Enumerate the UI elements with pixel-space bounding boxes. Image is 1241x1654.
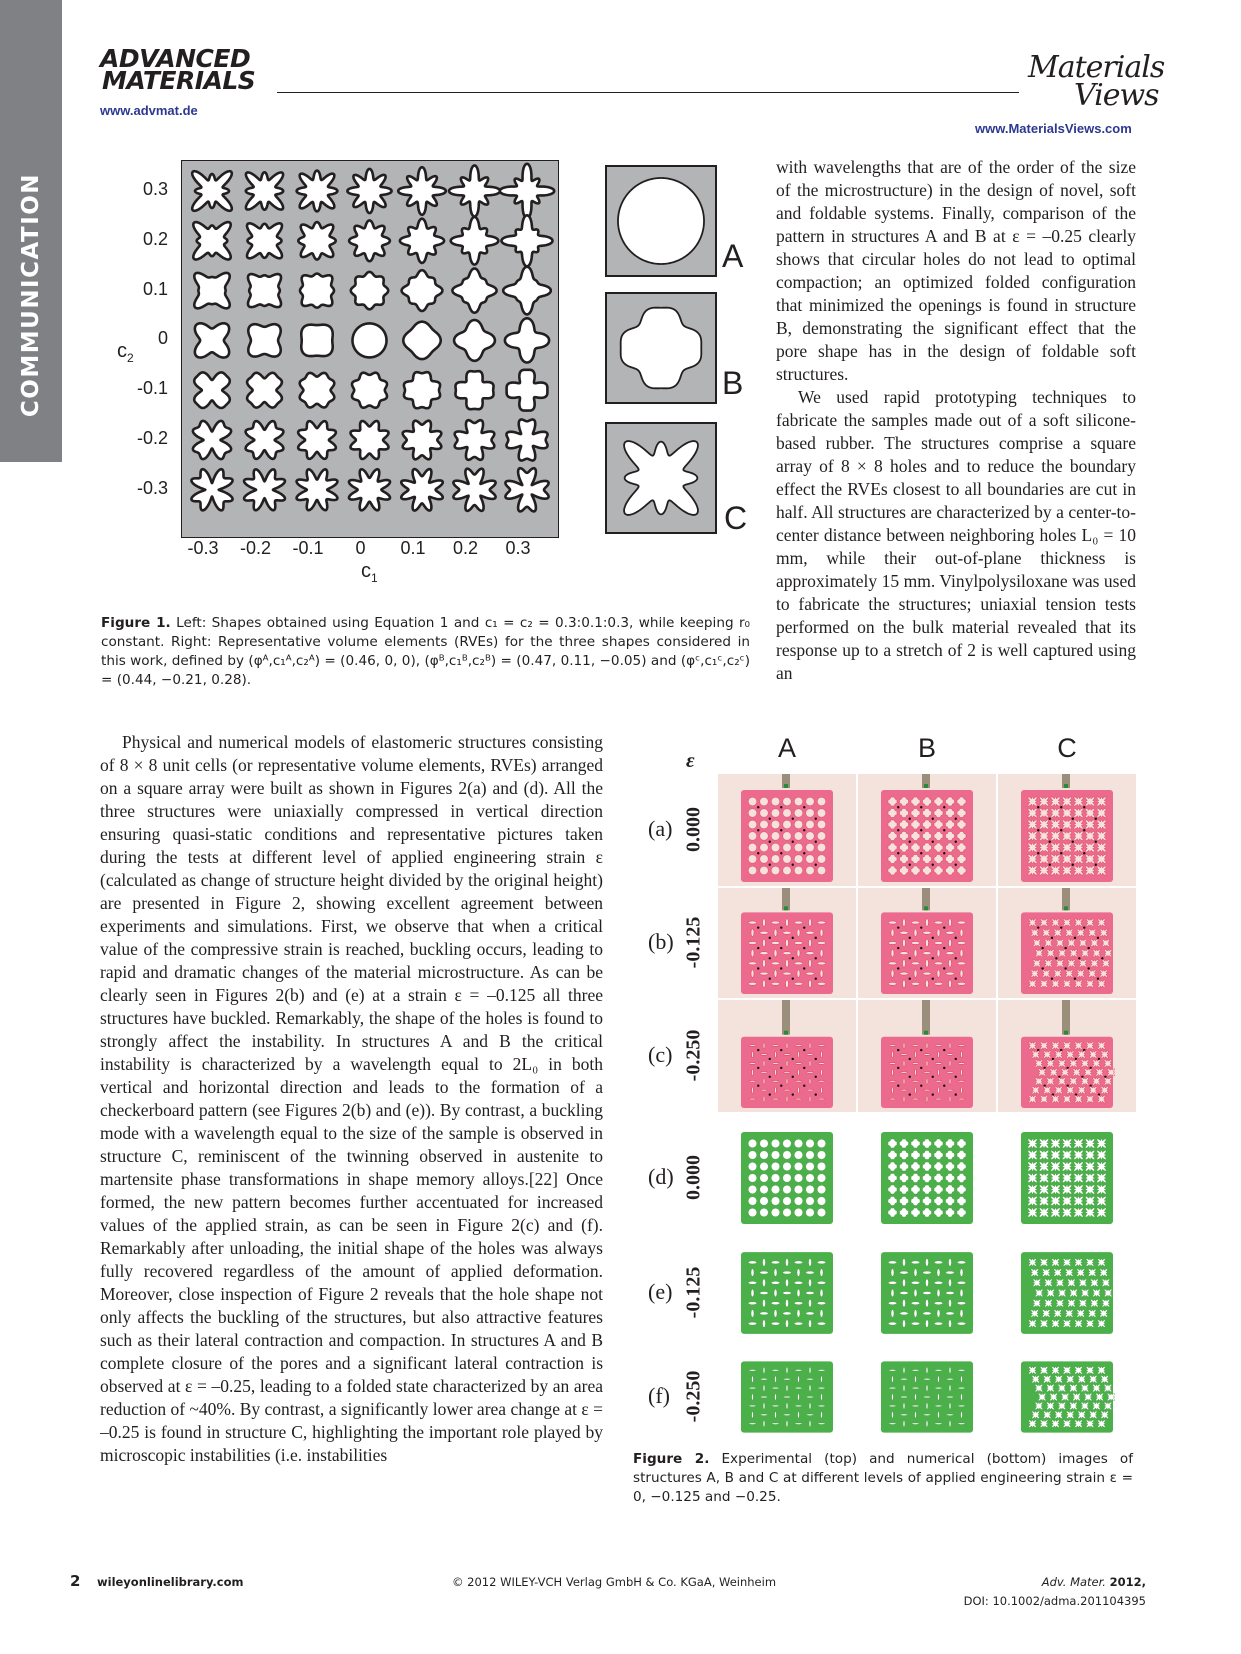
hole-shape — [403, 322, 440, 359]
experimental-panel-b — [858, 1000, 996, 1112]
hole-shape — [401, 469, 443, 511]
numerical-panel-a — [718, 1122, 856, 1234]
partner-logo-line1: Materials — [1028, 50, 1165, 85]
experimental-panel-a — [718, 774, 856, 886]
hole-shape — [246, 172, 283, 209]
figure2-caption-text: Experimental (top) and numerical (bottom) images of structures A, B and C at different levels of applied engineering strain ε = 0, −0.125 and −0.25. — [633, 1451, 1133, 1505]
shape-grid-svg — [182, 161, 557, 536]
panel-row-strain: -0.250 — [682, 1029, 705, 1082]
hole-shape — [453, 469, 495, 511]
hole-shape — [455, 420, 495, 460]
rve-c — [605, 422, 717, 534]
y-tick-label: -0.3 — [136, 477, 168, 498]
hole-shape — [300, 274, 334, 308]
rve-c-shape — [607, 424, 715, 532]
figure2-column-c: C — [1057, 733, 1077, 763]
hole-shape — [353, 323, 387, 357]
doi[interactable]: DOI: 10.1002/adma.201104395 — [963, 1594, 1146, 1608]
rve-a-shape — [607, 167, 715, 275]
x-tick-label: -0.1 — [292, 538, 324, 558]
hole-shape — [248, 274, 281, 307]
hole-shape — [194, 273, 229, 308]
figure2-caption — [633, 1450, 1133, 1507]
panel-row-tag: (d) — [648, 1164, 674, 1189]
hole-shape — [349, 220, 390, 261]
hole-shape — [505, 468, 548, 511]
x-tick-label: 0 — [355, 538, 366, 558]
journal-site-link[interactable]: www.advmat.de — [100, 103, 198, 118]
hole-shape — [247, 373, 282, 408]
numerical-panel-b — [858, 1347, 996, 1447]
panel-row-strain: 0.000 — [682, 1155, 705, 1200]
hole-shape — [248, 324, 280, 356]
hole-shape — [503, 267, 551, 315]
panel-row-strain: -0.125 — [682, 916, 705, 969]
partner-site-link[interactable]: www.MaterialsViews.com — [975, 121, 1132, 136]
experimental-panel-a — [718, 888, 856, 998]
hole-shape — [192, 171, 232, 211]
experimental-panel-c — [998, 774, 1136, 886]
hole-shape — [449, 166, 500, 217]
hole-shape — [195, 323, 229, 357]
panel-row-strain: 0.000 — [682, 807, 705, 852]
partner-logo — [1022, 50, 1165, 114]
hole-shape — [507, 370, 548, 411]
hole-shape — [506, 419, 547, 460]
experimental-panel-a — [718, 1000, 856, 1112]
hole-shape — [297, 469, 338, 510]
hole-shape — [193, 421, 231, 459]
numerical-panel-a — [718, 1243, 856, 1343]
hole-shape — [455, 371, 493, 409]
hole-shape — [352, 373, 387, 408]
numerical-panel-c — [998, 1243, 1136, 1343]
figure2-strain-symbol: ε — [686, 748, 695, 772]
header-divider — [277, 92, 1019, 93]
hole-shape — [301, 325, 332, 356]
hole-shape — [452, 269, 496, 313]
panel-row-tag: (b) — [648, 929, 674, 954]
paragraph: Physical and numerical models of elastomeric structures consisting of 8 × 8 unit cells (or representative volume elements, RVEs) arranged on a square array were built as shown in Figures 2(a) and (d). All the three structures were uniaxially compressed in vertical direction ensuring quasi-static conditions and representative pictures taken during the tests at different level of applied engineering strain ε (calculated as change of structure height divided by the original height) are presented in Figure 2, showing excellent agreement between experiments and simulations. First, we observe that when a critical value of the compressive strain is reached, buckling occurs, leading to rapid and dramatic changes of the material microstructure. As can be clearly seen in Figures 2(b) and (e) at a strain ε = –0.125 all three structures have buckled. Remarkably, the shape of the holes is found to strongly affect the instability. In structures A and B the critical instability is characterized by a wavelength equal to 2L₀ in both vertical and horizontal direction and leads to the formation of a checkerboard pattern (see Figures 2(b) and (e)). By contrast, a buckling mode with a wavelength equal to the size of the sample is observed in structure C, reminiscent of the twinning observed in austenite to martensite phase transformations in shape memory alloys.[22] Once formed, the new pattern becomes further accentuated for increased values of the applied strain, as can be seen in Figure 2(c) and (f). Remarkably after unloading, the initial shape of the holes was always fully recovered regardless of the amount of applied deformation. Moreover, close inspection of Figure 2 reveals that the hole shape not only affects the buckling of the structures, but also attractive features such as their lateral contraction and compaction. In structures A and B complete closure of the pores and a significant lateral contraction is observed at ε = –0.25, leading to a folded state characterized by an area reduction of ~40%. By contrast, a significantly lower area change at ε = –0.25 is found in structure C, highlighting the important role played by microscopic instabilities (i.e. instabilities — [100, 732, 603, 1465]
numerical-panel-c — [998, 1347, 1136, 1447]
experimental-panel-c — [998, 1000, 1136, 1112]
panel-row-tag: (e) — [648, 1279, 673, 1304]
rve-b — [605, 292, 717, 404]
hole-shape — [194, 372, 230, 408]
hole-shape — [502, 215, 553, 266]
hole-shape — [298, 421, 336, 459]
y-tick-label: -0.2 — [136, 428, 168, 448]
rve-c-label: C — [724, 500, 748, 536]
hole-shape — [398, 167, 446, 215]
y-tick-label: 0.1 — [142, 278, 168, 299]
partner-logo-line2: Views — [1074, 78, 1159, 113]
figure1-shape-grid — [181, 160, 559, 538]
hole-shape — [191, 469, 232, 510]
x-tick-label: 0.3 — [505, 538, 531, 558]
y-tick-label: 0 — [157, 328, 168, 349]
footer-site-link[interactable]: wileyonlinelibrary.com — [97, 1575, 244, 1589]
hole-shape — [300, 373, 335, 408]
hole-shape — [193, 222, 230, 259]
paragraph: We used rapid prototyping techniques to fabricate the samples made out of a soft silicone-based rubber. The structures comprise a square array of 8 × 8 holes and to reduce the boundary effect the RVEs closest to all boundaries are cut in half. All structures are characterized by a center-to-center distance between neighboring holes L₀ = 10 mm, while their out-of-plane thickness is approximately 15 mm. Vinylpolysiloxane was used to fabricate the structures; uniaxial tension tests performed on the bulk material revealed that its response up to a stretch of 2 is well captured using an — [776, 387, 1136, 683]
panel-row-tag: (f) — [648, 1383, 670, 1408]
journal-citation: Adv. Mater. 2012, — [1041, 1575, 1146, 1589]
figure1-y-axis-label: $c_2$ — [117, 340, 134, 365]
figure1-caption-label: Figure 1. — [101, 615, 171, 631]
hole-shape — [244, 469, 285, 510]
figure1-x-axis-label: $c_1$ — [361, 560, 378, 585]
hole-shape — [500, 164, 554, 218]
experimental-panel-b — [858, 888, 996, 998]
x-tick-label: -0.2 — [239, 538, 272, 558]
journal-logo-line1: ADVANCED — [100, 44, 251, 73]
section-label: COMMUNICATION — [18, 172, 44, 418]
y-tick-label: 0.2 — [142, 228, 168, 249]
hole-shape — [246, 421, 284, 459]
figure2-caption-label: Figure 2. — [633, 1451, 710, 1467]
hole-shape — [505, 318, 549, 362]
x-tick-label: 0.2 — [452, 538, 479, 558]
rve-a — [605, 165, 717, 277]
panel-row-tag: (a) — [648, 816, 673, 841]
figure2-column-a: A — [777, 733, 796, 763]
hole-shape — [400, 219, 444, 263]
hole-shape — [347, 169, 391, 213]
rve-b-shape — [607, 294, 715, 402]
panel-row-strain: -0.125 — [682, 1266, 705, 1319]
right-column-text — [776, 156, 1136, 685]
panel-row-tag: (c) — [648, 1042, 673, 1067]
hole-shape — [351, 421, 389, 459]
hole-shape — [297, 171, 338, 212]
experimental-panel-c — [998, 888, 1136, 998]
x-tick-label: -0.3 — [187, 538, 219, 558]
left-column-text — [100, 731, 603, 1467]
figure2-column-b: B — [917, 733, 936, 763]
figure1-caption-text: Left: Shapes obtained using Equation 1 and c₁ = c₂ = 0.3:0.1:0.3, while keeping r₀ constant. Right: Representative volume elements (RVEs) for the three shapes considered in this work, defined by (φᴬ,c₁ᴬ,c₂ᴬ) = (0.46, 0, 0), (φᴮ,c₁ᴮ,c₂ᴮ) = (0.47, 0.11, −0.05) and (φᶜ,c₁ᶜ,c₂ᶜ) = (0.44, −0.21, 0.28). — [101, 615, 751, 688]
hole-shape — [454, 320, 495, 361]
hole-shape — [351, 272, 388, 309]
numerical-panel-b — [858, 1122, 996, 1234]
numerical-panel-b — [858, 1243, 996, 1343]
figure1-caption — [101, 614, 750, 690]
hole-shape — [403, 421, 442, 460]
paragraph: with wavelengths that are of the order of the size of the microstructure) in the design of novel, soft and foldable systems. Finally, comparison of the pattern in structures A and B at ε = –0.25 clearly shows that circular holes do not lead to optimal compaction; an optimized folded configuration that minimized the openings is found in structure B, demonstrating the significant effect that the pore shape has in the design of foldable soft structures. — [776, 157, 1136, 384]
hole-shape — [349, 469, 390, 510]
journal-logo-line2: MATERIALS — [102, 66, 256, 95]
y-tick-label: -0.1 — [136, 378, 168, 399]
x-tick-label: 0.1 — [400, 538, 426, 558]
rve-b-label: B — [722, 365, 744, 401]
journal-logo — [100, 44, 256, 95]
experimental-panel-b — [858, 774, 996, 886]
hole-shape — [402, 270, 443, 311]
hole-shape — [298, 222, 335, 259]
hole-shape — [247, 223, 282, 258]
y-tick-label: 0.3 — [142, 179, 168, 199]
hole-shape — [451, 217, 499, 265]
numerical-panel-c — [998, 1122, 1136, 1234]
section-side-tab — [0, 0, 62, 462]
copyright: © 2012 WILEY-VCH Verlag GmbH & Co. KGaA, Weinheim — [452, 1575, 777, 1589]
page-number: 2 — [70, 1572, 81, 1590]
numerical-panel-a — [718, 1347, 856, 1447]
rve-a-label: A — [722, 238, 744, 274]
panel-row-strain: -0.250 — [682, 1370, 705, 1423]
hole-shape — [404, 372, 440, 408]
